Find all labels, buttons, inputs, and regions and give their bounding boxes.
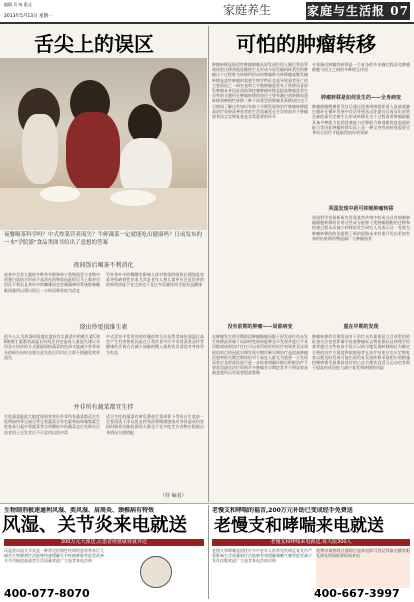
right-body-col-2b: 肿瘤细胞脱离原发灶后通过侵袭周围组织进入血液或淋巴循环在循环系统中存活并到达远处器官后再穿出血管在新的部位定植生长形成转移灶这个过程需要肿瘤细胞具备多种能力包括侵袭能力迁移能力和逃避免疫监视的能力等因此肿瘤转移实际上是一种全身性的病变需要全身综合治疗才能取得较好的效果 xyxy=(312,104,410,136)
right-body-col-4: 肿瘤转移的早期发现对于治疗具有重要意义目前常用的检查方法包括影像学检查肿瘤标志物检测以及病理学检查等通过这些检查手段可以较早地发现转移病灶为制定合理的治疗方案提供依据患者在治疗结束后也应定期复查以便及时发现可能出现的复发或转移采取相应的措施控制病情发展保持良好的心态合理饮食适当运动也有助于提高机体免疫力减少复发和转移的风险 xyxy=(312,334,410,371)
left-ad-top-line: 生物制剂极速通利风湿、类风湿、肩周炎、颈椎病有特效 xyxy=(4,507,155,514)
right-ad-phone: 400-667-3997 xyxy=(314,587,400,600)
section-title: 家庭养生 xyxy=(223,3,272,17)
photo-caption: 夜餐喝茶科学吗？中式炒菜营养流失？牛鲜蔬菜一定就能吃出健康吗？日前发布的一本"学院派"食品类图书给出了意想的答案 xyxy=(4,232,203,246)
masthead: 家庭与生活报 07 xyxy=(307,4,409,18)
left-ad-subline: 300万元大派送,让患者痊愈就将就养送 xyxy=(4,539,204,546)
left-ad-seal-icon xyxy=(140,556,172,588)
right-subhead-1: 肿瘤转移是如何发生的——全身病变 xyxy=(320,95,401,101)
right-ad-box: 免费申请热线开通即日起来电即可登记领取名额有限先到先得请抓紧时间来电 xyxy=(316,548,410,588)
left-ad-title: 风湿、关节炎来电就送 xyxy=(2,515,188,536)
right-subhead-4: 重在早期的发现 xyxy=(343,324,379,330)
right-body-col-2c: 英国科学家最新研究发现某些传统中药成分具有抑制肿瘤细胞转移的作用这些成分能够干扰肿瘤细胞的迁移和侵袭过程从而减少转移的发生研究人员表示这一发现为肿瘤转移的防治提供了新的思路未来有望开发出更加有效的抗转移药物造福广大肿瘤患者 xyxy=(312,215,410,241)
right-subhead-2: 没有前期的肿瘤——局部病变 xyxy=(227,324,293,330)
right-body-col-1: 肿瘤转移是指恶性肿瘤细胞从原发部位侵入淋巴管血管或体腔迁移到他处继续生长形成与原发瘤同样类型的肿瘤这个过程称为转移所形成的肿瘤称为转移瘤或继发瘤转移是恶性肿瘤的重要生物学特征也是导致患者死亡的主要原因之一研究表明大多数肿瘤患者死于转移而非原发肿瘤本身因此预防和控制肿瘤转移是提高肿瘤患者生存率的关键所在肿瘤转移的途径主要有淋巴道转移血道转移和种植性转移三种不同类型的肿瘤其转移途径也不尽相同了解这些知识有助于早期发现和治疗肿瘤转移提高治疗效果改善患者的生活质量延长生存时间对于肿瘤患者而言定期复查是非常重要的环节 xyxy=(212,62,308,120)
left-ad-body: 风湿类风湿关节炎是一种常见的慢性疾病给患者带来巨大痛苦生物制剂疗法能够快速缓解关节疼痛肿胀等症状改善关节功能提高患者生活质量欢迎广大患者来电咨询 xyxy=(4,548,104,564)
right-ad-subline: 老慢支和哮喘来电就送,每天限300人 xyxy=(212,539,410,546)
right-ad-body: 老慢支和哮喘是困扰许多中老年人的常见疾病反复发作严重影响生活质量新疗法能够有效缓解咳嗽气喘等症状减少发作次数欢迎广大患者来电咨询详情 xyxy=(212,548,312,564)
left-ad-phone: 400-077-8070 xyxy=(4,587,90,600)
left-body-2a: 很多人认为炒菜时间越长越好其实蔬菜中的维生素C和B族维生素都怕高温长时间烹炒会造成大量流失建议采用急火快炒的方式既能保持蔬菜的色泽又能减少营养成分的损失同时也要注意先洗后切切后立即下锅避免营养流失 xyxy=(4,334,100,360)
left-subhead-1: 夜间饭后喝茶不利消化 xyxy=(73,262,134,269)
column-divider xyxy=(208,26,209,502)
right-body-col-3: 在肿瘤发生的早期阶段肿瘤细胞局限于原发部位尚未发生转移此时属于局部病变如果能够及早发现并进行手术切除或放射治疗往往可以获得较好的治疗效果甚至达到根治的目的因此早期发现早期诊断早期治疗是提高肿瘤治愈率的关键定期体检对于高危人群尤为重要一旦发现异常应及时就医进行进一步检查明确诊断后积极治疗不要延误最佳治疗时机许多肿瘤在早期症状并不明显容易被忽视所以更需要提高警惕 xyxy=(212,334,308,376)
left-headline: 舌尖上的误区 xyxy=(34,32,154,56)
ad-divider xyxy=(208,505,209,599)
page-header xyxy=(0,0,414,24)
left-byline: （待 编者） xyxy=(160,493,187,499)
right-headline: 可怕的肿瘤转移 xyxy=(236,32,376,56)
left-body-1a: 夜茶中含有大量的多种茶多酚和单宁类物质会与食物中的蛋白质结合形成不易消化的物质因此饭后马上喝茶对消化不利而且茶叶中的咖啡因也会刺激神经系统影响睡眠质量所以建议饭后一小时再喝茶较为适宜 xyxy=(4,272,100,293)
left-body-3a: 生吃蔬菜能最大限度保留营养但并非所有蔬菜都适合生吃例如四季豆扁豆等豆类蔬菜含有皂素和血球凝集素生吃容易引起中毒菠菜等含草酸较多的蔬菜也应先焯水后再食用土豆发芽后不可食用以免中毒 xyxy=(4,414,100,435)
left-body-2b: 中式烹饪中常用的煎炸爆炒等方法虽然美味但油温过高会产生有害物质因此在日常饮食中应多采用蒸煮凉拌等健康的烹调方式减少油脂的摄入保持饮食清淡对身体更为有益 xyxy=(106,334,204,355)
editor-line: 编辑 肖 纸 版式 xyxy=(4,2,32,7)
left-subhead-2: 烧出炒更损维生素 xyxy=(79,324,128,331)
family-dinner-photo xyxy=(0,58,207,230)
left-subhead-3: 并非所有蔬菜都宜生拌 xyxy=(73,404,134,411)
right-ad-title: 老慢支和哮喘来电就送 xyxy=(214,516,384,536)
right-subhead-3: 英国发现中药可抑制肿瘤转移 xyxy=(328,206,394,212)
date-line: 2013年5月13日 星期一 xyxy=(4,14,53,19)
left-body-1b: 另外茶叶中的鞣酸会影响人体对铁质的吸收长期如此容易导致缺铁性贫血尤其是老年人和儿童更应注意饮茶的时间和浓度不宜过浓也不宜过多适量饮用才能有益健康 xyxy=(106,272,204,288)
right-body-col-2a: 专家指出肿瘤的转移是一个复杂的多步骤过程涉及肿瘤细胞与宿主之间的多种相互作用 xyxy=(312,62,410,73)
left-body-3b: 适合生吃的蔬菜有黄瓜番茄生菜胡萝卜等但在生吃前一定要清洗干净以免农药残留和细菌感染对身体造成伤害同时肠胃功能较弱的人群也不宜多吃生冷食物应根据自身情况合理搭配 xyxy=(106,414,204,435)
right-ad-top-line: 老慢支和哮喘的福音,200万元补助已变成经手免费送 xyxy=(212,507,353,514)
